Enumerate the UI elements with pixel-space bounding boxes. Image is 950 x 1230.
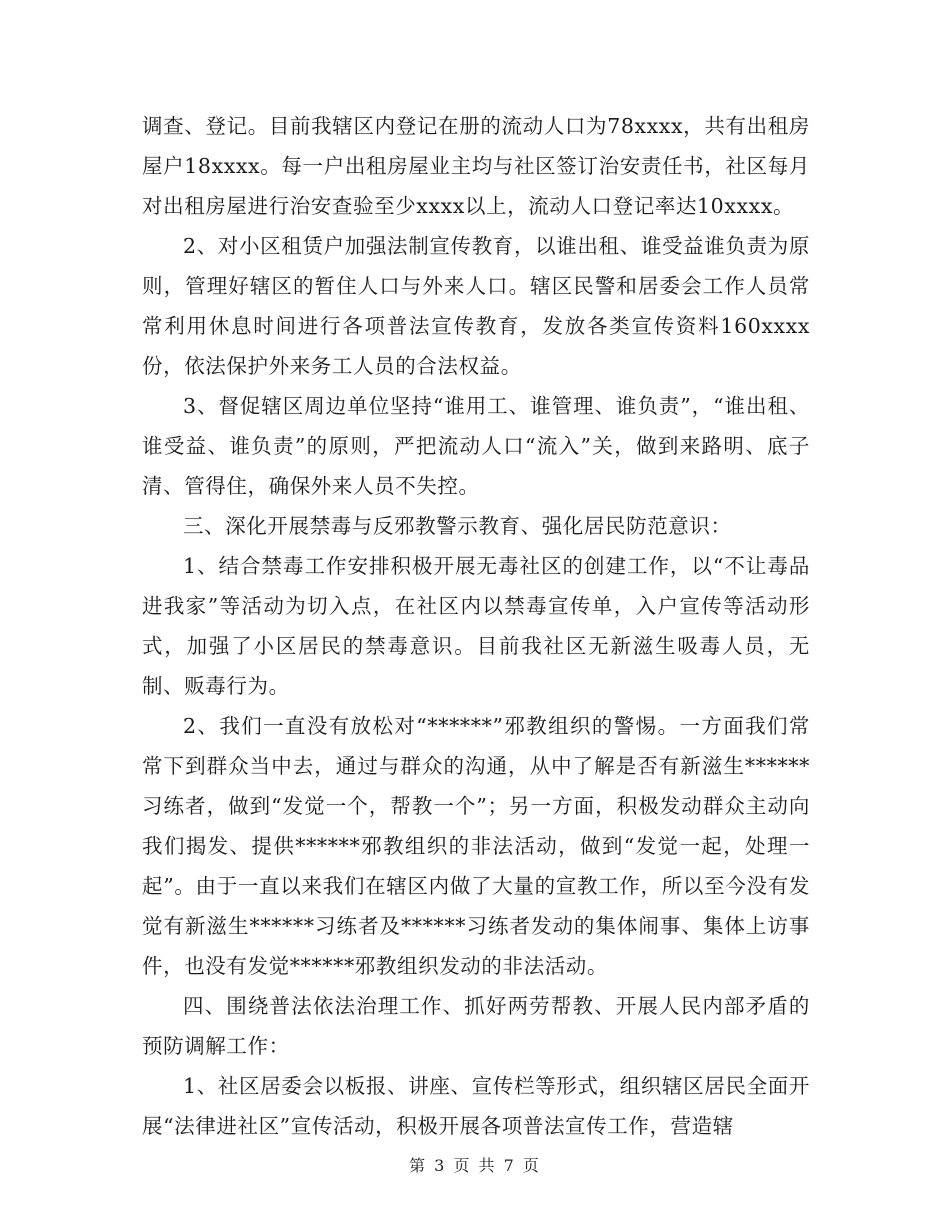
paragraph-5: 2、我们一直没有放松对“******”邪教组织的警惕。一方面我们常常下到群众当中去，通过与群众的沟通，从中了解是否有新滋生******习练者，做到“发觉一个，帮教一个”；另一方面，积极发动群众主动向我们揭发、提供******邪教组织的非法活动，做到“发觉一起，处理一起”。由于一直以来我们在辖区内做了大量的宣教工作，所以至今没有发觉有新滋生******习练者及******习练者发动的集体闹事、集体上访事件，也没有发觉******邪教组织发动的非法活动。	[142, 714, 810, 978]
paragraph-2: 2、对小区租赁户加强法制宣传教育，以谁出租、谁受益谁负责为原则，管理好辖区的暂住人口与外来人口。辖区民警和居委会工作人员常常利用休息时间进行各项普法宣传教育，发放各类宣传资料160xxxx份，依法保护外来务工人员的合法权益。	[142, 234, 810, 378]
paragraph-3: 3、督促辖区周边单位坚持“谁用工、谁管理、谁负责”，“谁出租、谁受益、谁负责”的原则，严把流动人口“流入”关，做到来路明、底子清、管得住，确保外来人员不失控。	[142, 394, 810, 498]
paragraph-6: 1、社区居委会以板报、讲座、宣传栏等形式，组织辖区居民全面开展“法律进社区”宣传活动，积极开展各项普法宣传工作，营造辖	[142, 1074, 810, 1138]
paragraph-1: 调查、登记。目前我辖区内登记在册的流动人口为78xxxx，共有出租房屋户18xxxx。每一户出租房屋业主均与社区签订治安责任书，社区每月对出租房屋进行治安查验至少xxxx以上，流动人口登记率达10xxxx。	[142, 114, 810, 218]
section-heading-4: 四、围绕普法依法治理工作、抓好两劳帮教、开展人民内部矛盾的预防调解工作：	[142, 994, 810, 1058]
page-number-footer: 第 3 页 共 7 页	[409, 1156, 541, 1175]
section-heading-3: 三、深化开展禁毒与反邪教警示教育、强化居民防范意识：	[183, 514, 732, 538]
paragraph-4: 1、结合禁毒工作安排积极开展无毒社区的创建工作，以“不让毒品进我家”等活动为切入点，在社区内以禁毒宣传单，入户宣传等活动形式，加强了小区居民的禁毒意识。目前我社区无新滋生吸毒人员，无制、贩毒行为。	[142, 554, 810, 698]
document-body	[142, 106, 810, 1146]
